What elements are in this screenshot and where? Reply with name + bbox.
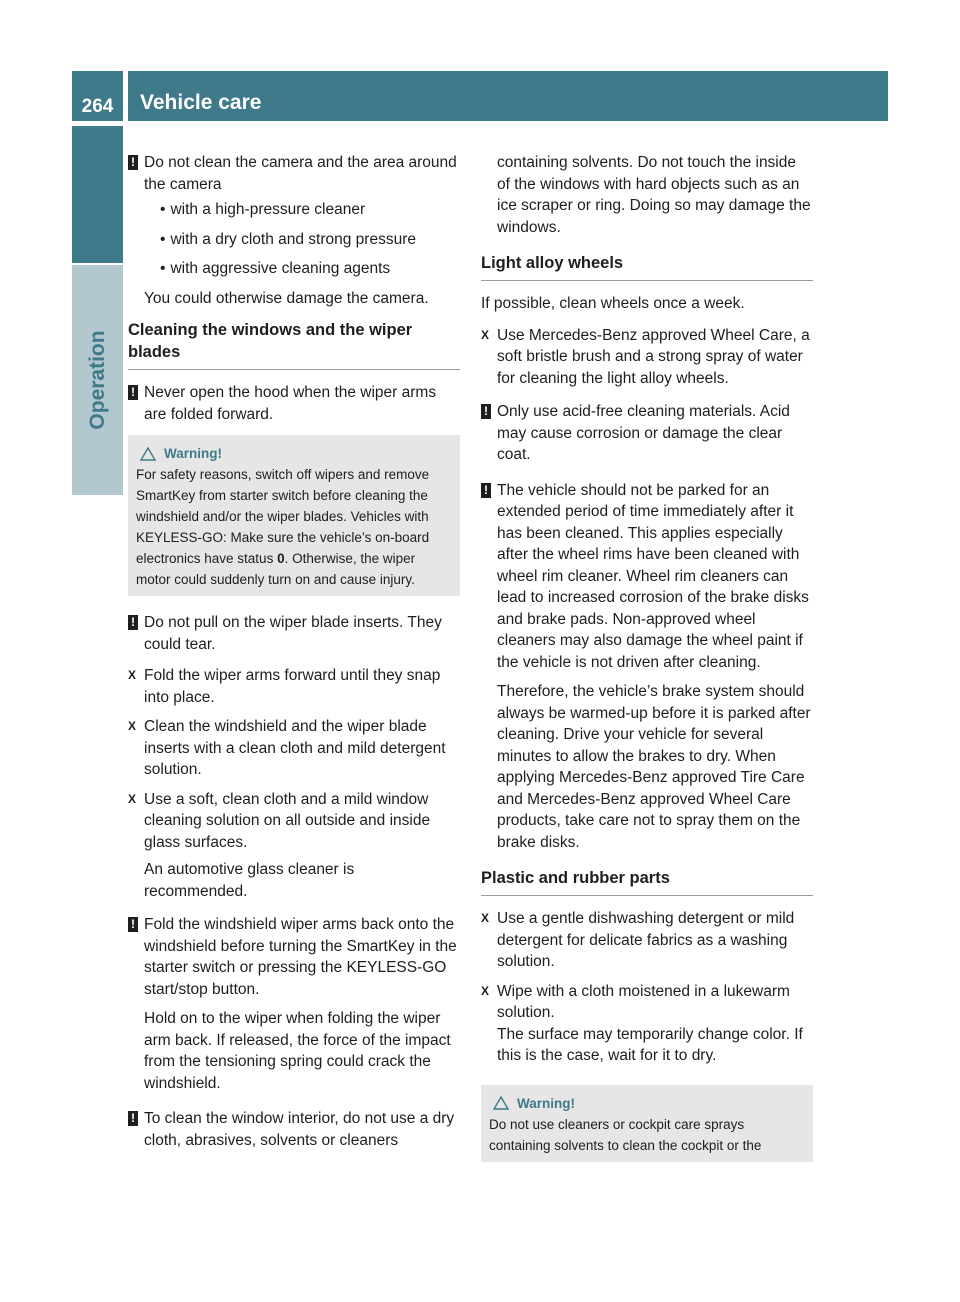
- arrow-right-icon: X: [481, 327, 490, 342]
- warning-triangle-icon: [140, 447, 156, 461]
- warning-text: [136, 464, 452, 590]
- side-tab: [72, 265, 123, 495]
- arrow-right-icon: X: [128, 719, 137, 733]
- section-title: Vehicle care: [128, 71, 888, 121]
- note-text-cont: Therefore, the vehicle’s brake system should always be warmed-up before it is parked after cleaning. Drive your vehicle for several minutes to allow the brakes to dry. When applying Mercedes-Benz approved Tire Care and Mercedes-Benz approved Wheel Care products, take care not to spray them on the brake disks.: [497, 683, 811, 851]
- step-subtext: The surface may temporarily change color. If this is the case, wait for it to dry.: [497, 1025, 803, 1064]
- warning-title-text: Warning!: [517, 1095, 575, 1111]
- intro-text: If possible, clean wheels once a week.: [481, 295, 745, 312]
- arrow-right-icon: X: [481, 911, 490, 925]
- exclamation-icon: !: [128, 1111, 138, 1126]
- warning-box: [481, 1085, 813, 1162]
- warning-text-part: For safety reasons, switch off wipers and remove SmartKey from starter switch before cleaning the windshield and/or the wiper blades. Vehicles with KEYLESS-GO: Make sure the vehicle’s on-board electronics have status: [136, 467, 430, 566]
- side-tab-label: Operation: [85, 330, 109, 430]
- list-item: • with a high-pressure cleaner: [160, 199, 460, 221]
- status-value: 0: [277, 551, 285, 566]
- arrow-right-icon: X: [128, 791, 137, 806]
- note-wiper-inserts: [128, 612, 460, 655]
- warning-box: [128, 435, 460, 596]
- arrow-right-icon: X: [128, 668, 137, 682]
- exclamation-icon: !: [481, 404, 491, 419]
- step-text: Clean the windshield and the wiper blade inserts with a clean cloth and mild detergent solution.: [144, 718, 446, 778]
- exclamation-icon: !: [128, 385, 138, 400]
- note-camera: [128, 152, 460, 309]
- continuation-text: containing solvents. Do not touch the inside of the windows with hard objects such as an ice scraper or ring. Doing so may damage the windows.: [497, 154, 811, 236]
- note-text: Never open the hood when the wiper arms are folded forward.: [144, 384, 437, 423]
- page-number: 264: [72, 71, 123, 121]
- step-text: Use Mercedes-Benz approved Wheel Care, a soft bristle brush and a strong spray of water for cleaning the light alloy wheels.: [497, 326, 810, 387]
- step-item: [481, 981, 813, 1067]
- step-item: [128, 716, 460, 781]
- warning-text-part: . Otherwise, the wiper motor could suddenly turn on and cause injury.: [136, 551, 416, 587]
- note-text: To clean the window interior, do not use a dry cloth, abrasives, solvents or cleaners: [144, 1110, 455, 1149]
- left-column: [128, 152, 460, 1161]
- heading-plastic: Plastic and rubber parts: [481, 867, 813, 896]
- side-tab-block: [72, 126, 123, 263]
- note-text: Do not clean the camera and the area around the camera: [144, 154, 457, 193]
- step-item: [481, 908, 813, 973]
- step-item: [128, 665, 460, 708]
- list-item: • with a dry cloth and strong pressure: [160, 229, 460, 251]
- list-item: • with aggressive cleaning agents: [160, 258, 460, 280]
- note-window-interior: [128, 1108, 460, 1151]
- warning-title-text: Warning!: [164, 446, 222, 461]
- step-item: [481, 325, 813, 390]
- arrow-right-icon: X: [481, 983, 490, 998]
- step-text: Fold the wiper arms forward until they snap into place.: [144, 667, 441, 706]
- note-text: You could otherwise damage the camera.: [144, 289, 429, 307]
- bullet-list: [160, 199, 460, 280]
- note-text: Fold the windshield wiper arms back onto the windshield before turning the SmartKey in the starter switch or pressing the KEYLESS-GO start/stop button.: [144, 916, 457, 998]
- heading-wheels: Light alloy wheels: [481, 252, 813, 281]
- note-text-cont: Hold on to the wiper when folding the wiper arm back. If released, the force of the impact from the tensioning spring could crack the windshield.: [144, 1010, 451, 1092]
- note-text: Only use acid-free cleaning materials. Acid may cause corrosion or damage the clear coat.: [497, 403, 790, 463]
- note-fold-back: [128, 914, 460, 1094]
- exclamation-icon: !: [481, 483, 491, 498]
- heading-windows: Cleaning the windows and the wiper blades: [128, 319, 460, 370]
- exclamation-icon: !: [128, 917, 138, 932]
- warning-title: [489, 1093, 805, 1114]
- warning-triangle-icon: [493, 1096, 509, 1110]
- exclamation-icon: !: [128, 155, 138, 170]
- note-acid-free: [481, 401, 813, 466]
- note-hood: [128, 382, 460, 425]
- warning-text: Do not use cleaners or cockpit care sprays containing solvents to clean the cockpit or the: [489, 1116, 762, 1153]
- exclamation-icon: !: [128, 615, 138, 630]
- step-text: Use a gentle dishwashing detergent or mild detergent for delicate fabrics as a washing solution.: [497, 910, 795, 970]
- step-subtext: An automotive glass cleaner is recommended.: [144, 861, 355, 900]
- warning-title: [136, 443, 452, 464]
- right-column: [481, 152, 813, 1178]
- note-text: Do not pull on the wiper blade inserts. They could tear.: [144, 614, 442, 653]
- note-parking: [481, 480, 813, 854]
- step-item: [128, 789, 460, 903]
- note-text: The vehicle should not be parked for an extended period of time immediately after it has been cleaned. This applies especially after the wheel rims have been cleaned with wheel rim cleaner. Wheel rim cleaners can lead to increased corrosion of the brake disks and brake pads. Non-approved wheel cleaners may also damage the wheel paint if the vehicle is not driven after cleaning.: [497, 481, 809, 671]
- step-text: Use a soft, clean cloth and a mild window cleaning solution on all outside and inside glass surfaces.: [144, 790, 431, 851]
- step-text: Wipe with a cloth moistened in a lukewarm solution.: [497, 982, 790, 1021]
